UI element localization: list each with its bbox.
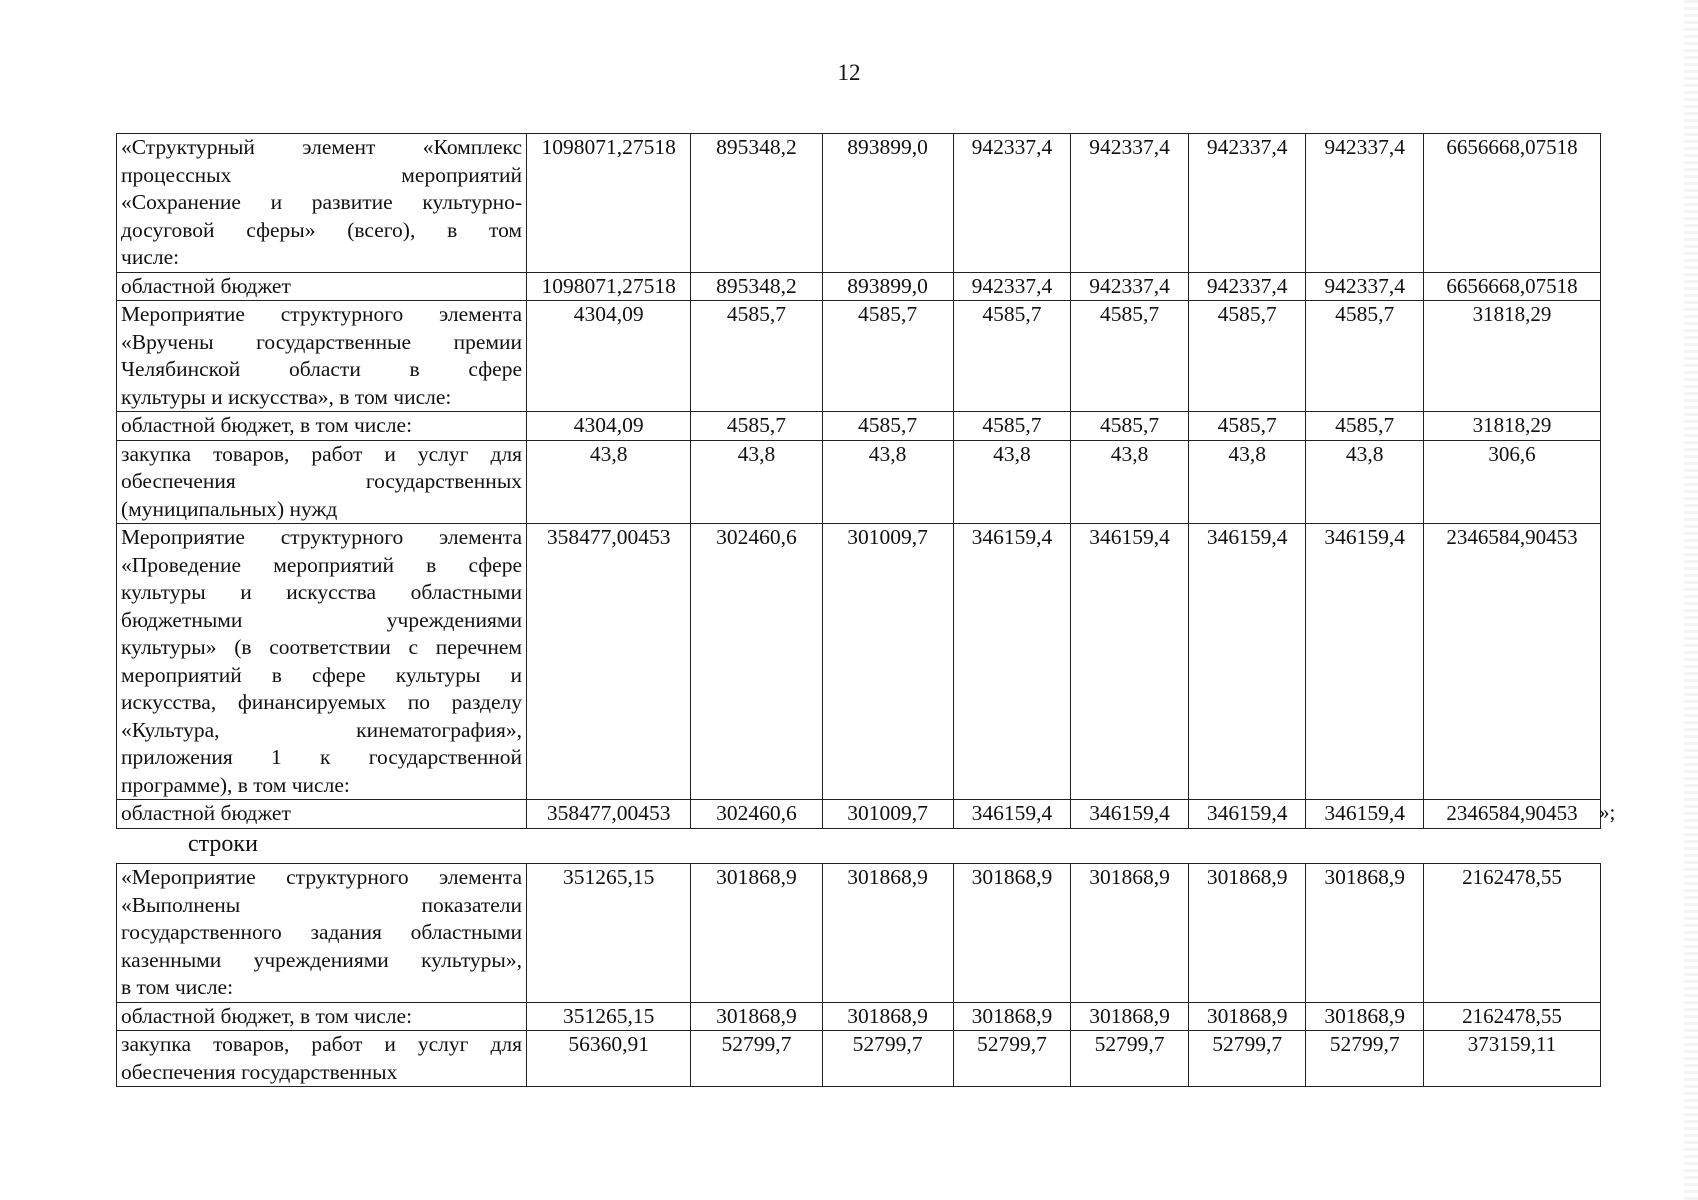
row-label-line: процессных мероприятий <box>121 162 523 187</box>
row-year-value: 4585,7 <box>1071 301 1189 412</box>
row-label-line: обеспечения государственных <box>121 469 523 493</box>
table-row <box>117 272 1601 301</box>
row-year-value: 4585,7 <box>822 301 953 412</box>
row-year-value: 942337,4 <box>953 134 1071 273</box>
row-year-value: 346159,4 <box>1306 800 1424 829</box>
row-year-value: 301868,9 <box>691 864 822 1003</box>
row-total-value: 2346584,90453 <box>1424 524 1601 800</box>
row-year-value: 4585,7 <box>953 412 1071 441</box>
row-label-line: числе: <box>121 245 180 269</box>
row-year-value: 52799,7 <box>691 1031 822 1087</box>
row-year-value: 43,8 <box>822 440 953 524</box>
row-year-value: 346159,4 <box>953 524 1071 800</box>
row-label-line: «Вручены государственные премии <box>121 329 523 354</box>
row-year-value: 942337,4 <box>1071 134 1189 273</box>
row-year-value: 43,8 <box>1188 440 1306 524</box>
table-row <box>117 800 1601 829</box>
row-label-line: областной бюджет, в том числе: <box>121 1003 413 1028</box>
row-label-line: культуры и искусства областными <box>121 580 523 604</box>
row-label-line: Челябинской области в сфере <box>121 357 523 381</box>
row-label <box>117 134 527 273</box>
table-row <box>117 440 1601 524</box>
row-label-line: культуры» (в соответствии с перечнем <box>121 635 523 659</box>
row-label-line: Мероприятие структурного элемента <box>121 525 523 549</box>
row-year-value: 52799,7 <box>822 1031 953 1087</box>
row-year-value: 52799,7 <box>953 1031 1071 1087</box>
page-number: 12 <box>837 60 861 85</box>
row-total-value: 6656668,07518 <box>1424 272 1601 301</box>
row-year-value: 942337,4 <box>1306 134 1424 273</box>
row-year-value: 43,8 <box>1071 440 1189 524</box>
row-total-value: 2346584,90453 <box>1424 800 1601 829</box>
row-label-line: «Структурный элемент «Комплекс <box>121 135 523 159</box>
row-label-line: областной бюджет <box>121 273 291 298</box>
row-year-value: 301009,7 <box>822 800 953 829</box>
row-year-value: 351265,15 <box>527 864 691 1003</box>
row-year-value: 895348,2 <box>691 134 822 273</box>
row-year-value: 346159,4 <box>1188 800 1306 829</box>
row-year-value: 52799,7 <box>1306 1031 1424 1087</box>
row-year-value: 43,8 <box>691 440 822 524</box>
row-year-value: 43,8 <box>953 440 1071 524</box>
row-year-value: 52799,7 <box>1188 1031 1306 1087</box>
row-year-value: 4585,7 <box>691 412 822 441</box>
table-closing-quote: »; <box>1599 800 1616 824</box>
row-year-value: 895348,2 <box>691 272 822 301</box>
row-label-line: «Сохранение и развитие культурно- <box>121 190 523 214</box>
table-row <box>117 1031 1601 1087</box>
row-label <box>117 412 527 441</box>
row-year-value: 301868,9 <box>1071 864 1189 1003</box>
table-row <box>117 1002 1601 1031</box>
table-row <box>117 524 1601 800</box>
row-label-line: «Мероприятие структурного элемента <box>121 865 523 889</box>
row-total-value: 31818,29 <box>1424 412 1601 441</box>
row-label-line: досуговой сферы» (всего), в том <box>121 217 523 242</box>
row-total-value: 2162478,55 <box>1424 1002 1601 1031</box>
row-year-value: 942337,4 <box>1071 272 1189 301</box>
row-year-value: 52799,7 <box>1071 1031 1189 1087</box>
row-year-value: 56360,91 <box>527 1031 691 1087</box>
row-label-line: «Проведение мероприятий в сфере <box>121 552 523 577</box>
row-label-line: бюджетными учреждениями <box>121 607 523 632</box>
row-label-line: областной бюджет <box>121 801 291 825</box>
row-total-value: 373159,11 <box>1424 1031 1601 1087</box>
row-label-line: обеспечения государственных <box>121 1059 398 1084</box>
row-year-value: 346159,4 <box>953 800 1071 829</box>
row-label-line: казенными учреждениями культуры», <box>121 947 523 972</box>
row-year-value: 302460,6 <box>691 524 822 800</box>
row-year-value: 358477,00453 <box>527 800 691 829</box>
budget-table-2 <box>116 863 1601 1087</box>
row-label <box>117 864 527 1003</box>
row-year-value: 4304,09 <box>527 301 691 412</box>
row-total-value: 306,6 <box>1424 440 1601 524</box>
row-year-value: 942337,4 <box>1306 272 1424 301</box>
row-year-value: 301868,9 <box>1306 864 1424 1003</box>
table-row <box>117 412 1601 441</box>
row-label <box>117 272 527 301</box>
row-year-value: 346159,4 <box>1306 524 1424 800</box>
table-row <box>117 134 1601 273</box>
row-year-value: 942337,4 <box>1188 272 1306 301</box>
row-year-value: 1098071,27518 <box>527 134 691 273</box>
row-year-value: 301868,9 <box>953 1002 1071 1031</box>
row-label-line: программе), в том числе: <box>121 772 350 797</box>
row-year-value: 893899,0 <box>822 134 953 273</box>
row-label-line: мероприятий в сфере культуры и <box>121 662 523 687</box>
row-label <box>117 800 527 829</box>
row-total-value: 31818,29 <box>1424 301 1601 412</box>
row-year-value: 942337,4 <box>1188 134 1306 273</box>
table-row <box>117 864 1601 1003</box>
row-label-line: государственного задания областными <box>121 920 523 944</box>
budget-table-1 <box>116 133 1601 829</box>
row-year-value: 4585,7 <box>1188 412 1306 441</box>
row-label-line: «Культура, кинематография», <box>121 717 523 742</box>
row-year-value: 4585,7 <box>1306 301 1424 412</box>
row-label-line: приложения 1 к государственной <box>121 745 523 769</box>
row-year-value: 301868,9 <box>1306 1002 1424 1031</box>
table-row <box>117 301 1601 412</box>
row-year-value: 4585,7 <box>822 412 953 441</box>
row-year-value: 301868,9 <box>1188 864 1306 1003</box>
row-year-value: 942337,4 <box>953 272 1071 301</box>
row-year-value: 301868,9 <box>822 1002 953 1031</box>
row-year-value: 346159,4 <box>1071 524 1189 800</box>
row-year-value: 4585,7 <box>953 301 1071 412</box>
row-year-value: 346159,4 <box>1071 800 1189 829</box>
row-year-value: 302460,6 <box>691 800 822 829</box>
row-year-value: 301868,9 <box>1071 1002 1189 1031</box>
row-label <box>117 1031 527 1087</box>
row-year-value: 351265,15 <box>527 1002 691 1031</box>
row-label <box>117 301 527 412</box>
row-year-value: 301868,9 <box>691 1002 822 1031</box>
row-year-value: 4585,7 <box>691 301 822 412</box>
row-label <box>117 1002 527 1031</box>
row-year-value: 893899,0 <box>822 272 953 301</box>
row-year-value: 301868,9 <box>822 864 953 1003</box>
row-year-value: 358477,00453 <box>527 524 691 800</box>
row-label-line: закупка товаров, работ и услуг для <box>121 1032 523 1056</box>
row-label <box>117 524 527 800</box>
row-total-value: 2162478,55 <box>1424 864 1601 1003</box>
row-label-line: областной бюджет, в том числе: <box>121 413 413 437</box>
row-label-line: искусства, финансируемых по разделу <box>121 690 523 714</box>
row-year-value: 43,8 <box>1306 440 1424 524</box>
row-year-value: 301868,9 <box>1188 1002 1306 1031</box>
row-label-line: закупка товаров, работ и услуг для <box>121 441 523 466</box>
row-year-value: 4304,09 <box>527 412 691 441</box>
row-label-line: культуры и искусства», в том числе: <box>121 384 452 409</box>
row-label-line: Мероприятие структурного элемента <box>121 302 523 326</box>
row-label-line: «Выполнены показатели <box>121 892 523 917</box>
row-label-line: в том числе: <box>121 975 234 999</box>
row-label-line: (муниципальных) нужд <box>121 496 338 521</box>
row-year-value: 1098071,27518 <box>527 272 691 301</box>
row-label <box>117 440 527 524</box>
row-year-value: 4585,7 <box>1071 412 1189 441</box>
scan-edge <box>1684 0 1698 1200</box>
section-text-rows: строки <box>188 831 258 857</box>
row-year-value: 43,8 <box>527 440 691 524</box>
row-year-value: 4585,7 <box>1306 412 1424 441</box>
row-year-value: 301009,7 <box>822 524 953 800</box>
row-total-value: 6656668,07518 <box>1424 134 1601 273</box>
row-year-value: 346159,4 <box>1188 524 1306 800</box>
row-year-value: 4585,7 <box>1188 301 1306 412</box>
row-year-value: 301868,9 <box>953 864 1071 1003</box>
